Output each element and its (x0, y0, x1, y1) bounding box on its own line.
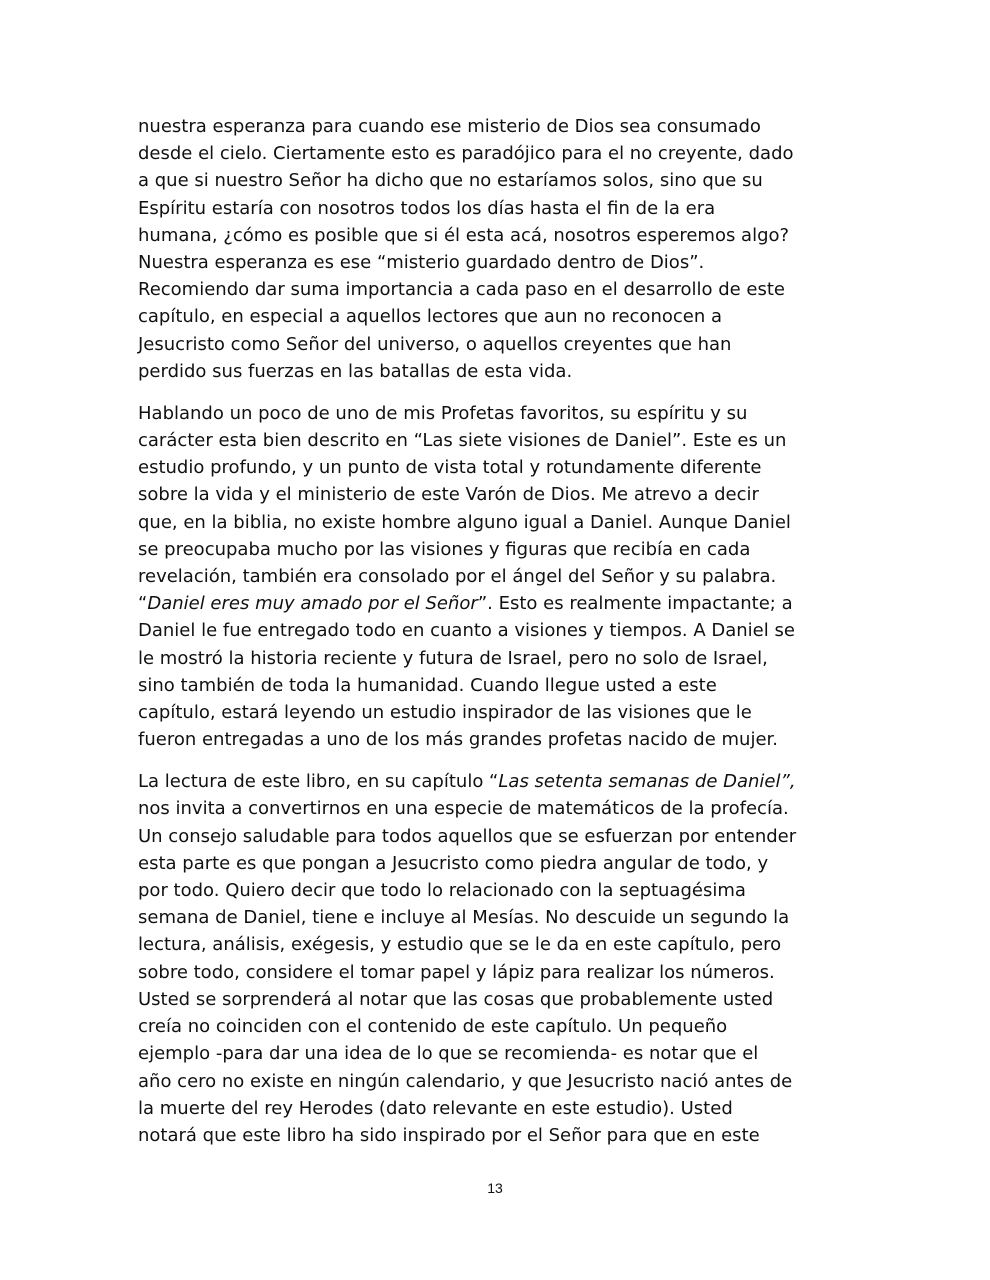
text-line: capítulo, en especial a aquellos lectores que aun no reconocen a (138, 306, 722, 328)
text-line: nos invita a convertirnos en una especie de matemáticos de la profecía. (138, 798, 789, 820)
text-line: estudio profundo, y un punto de vista total y rotundamente diferente (138, 457, 762, 479)
text-line: nuestra esperanza para cuando ese misterio de Dios sea consumado (138, 116, 761, 137)
text-line: a que si nuestro Señor ha dicho que no estaríamos solos, sino que su (138, 170, 763, 192)
italic-text: Daniel eres muy amado por el Señor (147, 593, 478, 615)
paragraph (138, 768, 868, 1149)
text-line: año cero no existe en ningún calendario, y que Jesucristo nació antes de (138, 1070, 793, 1092)
text-line: perdido sus fuerzas en las batallas de esta vida. (138, 360, 573, 382)
text-line: desde el cielo. Ciertamente esto es paradójico para el no creyente, dado (138, 143, 794, 165)
text-line (138, 590, 868, 617)
text-segment: La lectura de este libro, en su capítulo “ (138, 771, 499, 793)
text-line: Hablando un poco de uno de mis Profetas favoritos, su espíritu y su (138, 402, 748, 424)
text-line: que, en la biblia, no existe hombre alguno igual a Daniel. Aunque Daniel (138, 511, 791, 533)
text-line: creía no coinciden con el contenido de este capítulo. Un pequeño (138, 1016, 728, 1038)
text-line: Recomiendo dar suma importancia a cada paso en el desarrollo de este (138, 279, 786, 301)
text-segment: ”. Esto es realmente impactante; a (477, 593, 793, 615)
text-line: revelación, también era consolado por el ángel del Señor y su palabra. (138, 566, 777, 588)
text-line: sobre la vida y el ministerio de este Varón de Dios. Me atrevo a decir (138, 484, 759, 506)
text-line: sobre todo, considere el tomar papel y lápiz para realizar los números. (138, 961, 775, 983)
text-line: sino también de toda la humanidad. Cuando llegue usted a este (138, 674, 717, 696)
text-line: Daniel le fue entregado todo en cuanto a visiones y tiempos. A Daniel se (138, 620, 795, 642)
text-line: humana, ¿cómo es posible que si él esta acá, nosotros esperemos algo? (138, 224, 790, 246)
italic-text: Las setenta semanas de Daniel”, (498, 771, 796, 793)
text-line: Un consejo saludable para todos aquellos que se esfuerzan por entender (138, 825, 797, 847)
text-line: Nuestra esperanza es ese “misterio guardado dentro de Dios”. (138, 252, 705, 274)
text-line: capítulo, estará leyendo un estudio inspirador de las visiones que le (138, 702, 752, 724)
text-line: Espíritu estaría con nosotros todos los días hasta el fin de la era (138, 197, 716, 219)
text-line: por todo. Quiero decir que todo lo relacionado con la septuagésima (138, 880, 746, 902)
text-line: se preocupaba mucho por las visiones y figuras que recibía en cada (138, 538, 751, 560)
text-line: carácter esta bien descrito en “Las siete visiones de Daniel”. Este es un (138, 430, 787, 452)
text-line: notará que este libro ha sido inspirado por el Señor para que en este (138, 1124, 760, 1146)
paragraph (138, 113, 868, 385)
text-line: esta parte es que pongan a Jesucristo como piedra angular de todo, y (138, 852, 769, 874)
text-line: lectura, análisis, exégesis, y estudio que se le da en este capítulo, pero (138, 934, 782, 956)
text-line: semana de Daniel, tiene e incluye al Mesías. No descuide un segundo la (138, 907, 790, 929)
text-line: le mostró la historia reciente y futura de Israel, pero no solo de Israel, (138, 647, 768, 669)
text-line: la muerte del rey Herodes (dato relevante en este estudio). Usted (138, 1097, 733, 1119)
text-line: Jesucristo como Señor del universo, o aquellos creyentes que han (138, 333, 732, 355)
paragraph (138, 400, 868, 754)
text-segment: “ (138, 593, 148, 615)
text-line: Usted se sorprenderá al notar que las cosas que probablemente usted (138, 988, 774, 1010)
page-number: 13 (487, 1180, 503, 1196)
page-body (138, 113, 868, 1164)
text-line: ejemplo -para dar una idea de lo que se recomienda- es notar que el (138, 1043, 759, 1065)
text-line (138, 768, 868, 795)
text-line: fueron entregadas a uno de los más grandes profetas nacido de mujer. (138, 729, 779, 751)
